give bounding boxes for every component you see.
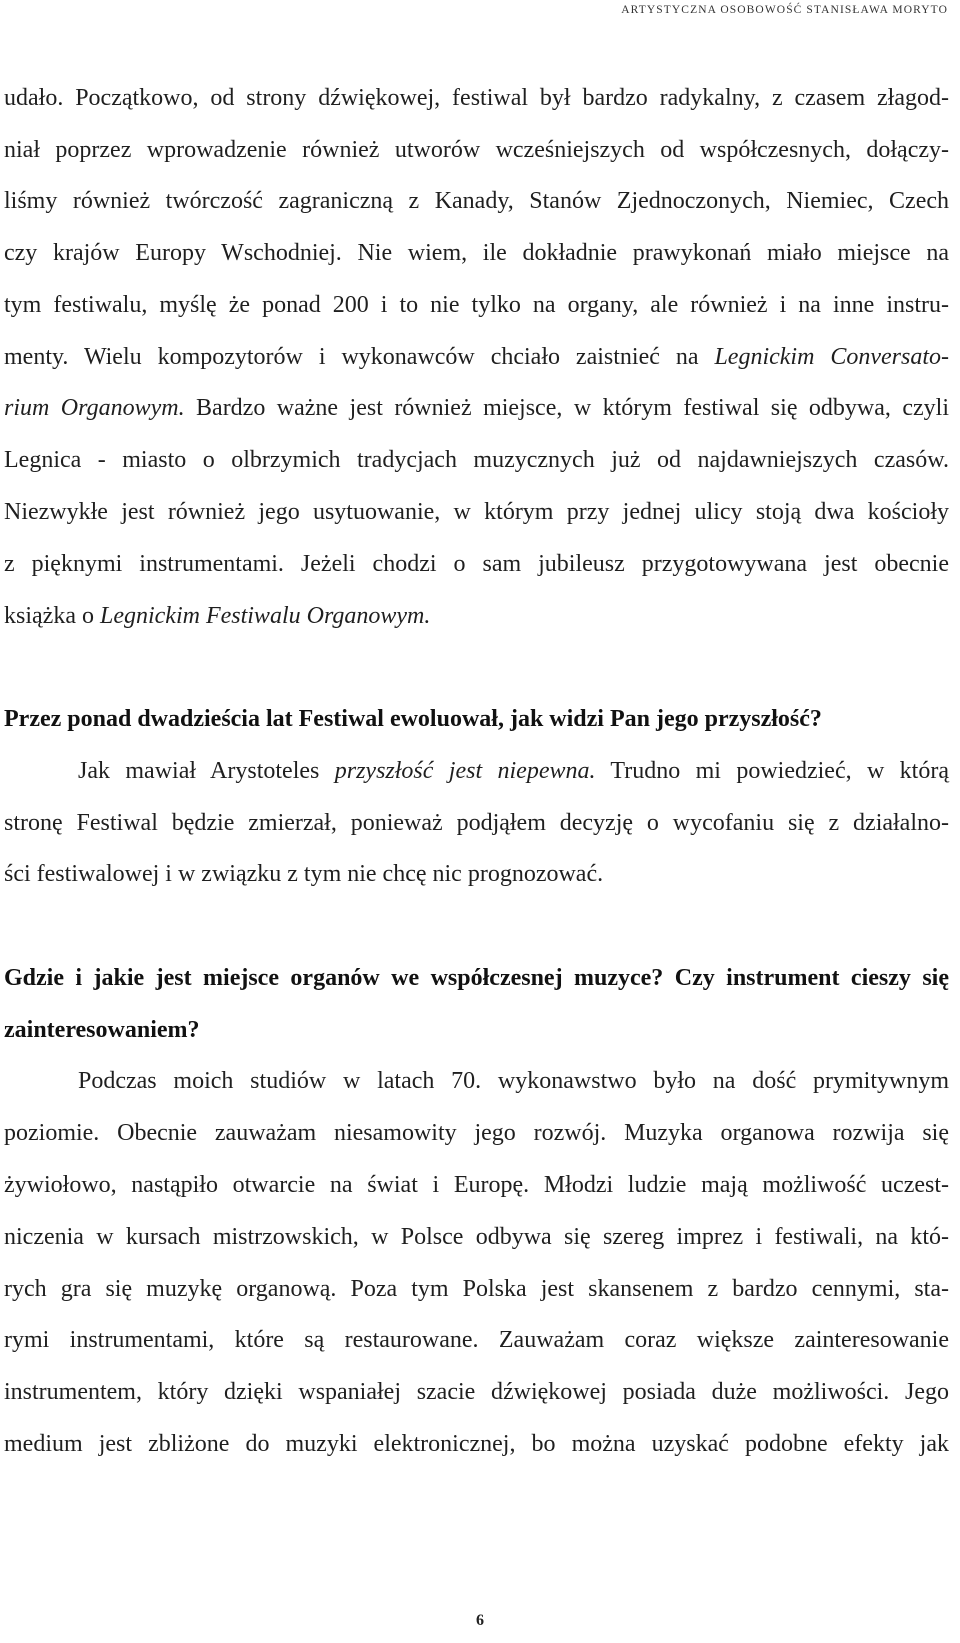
italic-quote: przyszłość jest niepewna. xyxy=(334,758,596,784)
text-span: Trudno mi powiedzieć, w którą xyxy=(595,758,949,784)
text-line: Podczas moich studiów w latach 70. wykonawstwo było na dość prymitywnym xyxy=(78,1068,949,1094)
text-line: zainteresowaniem? xyxy=(4,1017,200,1043)
text-line: liśmy również twórczość zagraniczną z Kanady, Stanów Zjednoczonych, Niemiec, Czech xyxy=(4,188,949,214)
text-span: menty. Wielu kompozytorów i wykonawców chciało zaistnieć na xyxy=(4,344,715,370)
italic-title: Legnickim Festiwalu Organowym. xyxy=(99,603,431,629)
text-line xyxy=(4,601,949,631)
text-line: niczenia w kursach mistrzowskich, w Polsce odbywa się szereg imprez i festiwali, na któ- xyxy=(4,1224,949,1250)
text-line: tym festiwalu, myślę że ponad 200 i to nie tylko na organy, ale również i na inne instru- xyxy=(4,292,949,318)
text-line: Legnica - miasto o olbrzymich tradycjach muzycznych już od najdawniejszych czasów. xyxy=(4,447,949,473)
text-line: czy krajów Europy Wschodniej. Nie wiem, ile dokładnie prawykonań miało miejsce na xyxy=(4,240,949,266)
italic-title: Legnickim Conversato- xyxy=(714,344,950,370)
page-number: 6 xyxy=(476,1612,484,1629)
interview-question: Przez ponad dwadzieścia lat Festiwal ewoluował, jak widzi Pan jego przyszłość? xyxy=(4,706,822,732)
text-line: poziomie. Obecnie zauważam niesamowity jego rozwój. Muzyka organowa rozwija się xyxy=(4,1120,949,1146)
text-line: instrumentem, który dzięki wspaniałej szacie dźwiękowej posiada duże możliwości. Jego xyxy=(4,1379,949,1405)
text-line xyxy=(78,756,949,786)
text-line: rych gra się muzykę organową. Poza tym Polska jest skansenem z bardzo cennymi, sta- xyxy=(4,1276,949,1302)
text-line: udało. Początkowo, od strony dźwiękowej, festiwal był bardzo radykalny, z czasem złagod- xyxy=(4,85,949,111)
text-line xyxy=(4,342,949,372)
italic-title: rium Organowym. xyxy=(4,395,185,421)
text-line: z pięknymi instrumentami. Jeżeli chodzi o sam jubileusz przygotowywana jest obecnie xyxy=(4,551,949,577)
running-head: ARTYSTYCZNA OSOBOWOŚĆ STANISŁAWA MORYTO xyxy=(621,4,948,16)
text-line: Gdzie i jakie jest miejsce organów we współczesnej muzyce? Czy instrument cieszy się xyxy=(4,965,949,991)
text-line: Niezwykłe jest również jego usytuowanie, w którym przy jednej ulicy stoją dwa kościoły xyxy=(4,499,949,525)
text-line: rymi instrumentami, które są restaurowane. Zauważam coraz większe zainteresowanie xyxy=(4,1327,949,1353)
text-line xyxy=(4,393,949,423)
text-span: Jak mawiał Arystoteles xyxy=(78,758,335,784)
text-line: żywiołowo, nastąpiło otwarcie na świat i Europę. Młodzi ludzie mają możliwość uczest- xyxy=(4,1172,949,1198)
text-line: stronę Festiwal będzie zmierzał, ponieważ podjąłem decyzję o wycofaniu się z działalno- xyxy=(4,810,949,836)
text-line: niał poprzez wprowadzenie również utworów wcześniejszych od współczesnych, dołączy- xyxy=(4,137,949,163)
text-span: książka o xyxy=(4,603,100,629)
text-span: Bardzo ważne jest również miejsce, w którym festiwal się odbywa, czyli xyxy=(184,395,949,421)
text-line: medium jest zbliżone do muzyki elektronicznej, bo można uzyskać podobne efekty jak xyxy=(4,1431,949,1457)
text-line: ści festiwalowej i w związku z tym nie chcę nic prognozować. xyxy=(4,861,604,887)
